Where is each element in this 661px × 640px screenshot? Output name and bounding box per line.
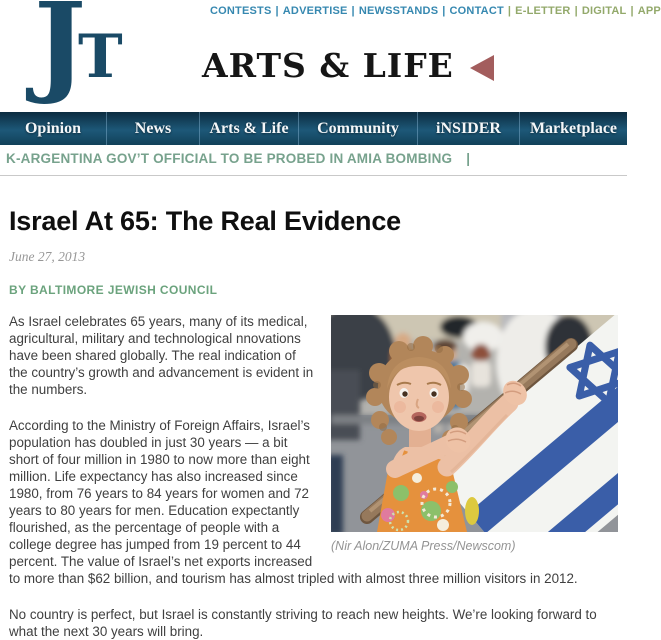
utility-divider: | — [574, 5, 578, 17]
nav-item-insider[interactable]: iNSIDER — [418, 112, 520, 145]
article-figure — [331, 315, 618, 553]
site-header — [0, 0, 661, 112]
utility-link-app[interactable]: APP — [637, 5, 661, 17]
utility-divider: | — [630, 5, 634, 17]
utility-link-digital[interactable]: DIGITAL — [581, 5, 627, 17]
ticker-headline[interactable]: K-ARGENTINA GOV’T OFFICIAL TO BE PROBED IN AMIA BOMBING — [6, 151, 453, 166]
photo-credit: (Nir Alon/ZUMA Press/Newscom) — [331, 539, 516, 553]
article-photo — [331, 315, 618, 532]
main-nav — [0, 112, 627, 145]
ticker-divider: | — [466, 151, 471, 166]
article-paragraph: As Israel celebrates 65 years, many of its medical, agricultural, military and technological nnovations have been shared globally. The real indication of the country’s growth and advancement is evident in the numbers. — [9, 314, 314, 397]
utility-divider: | — [507, 5, 512, 17]
utility-divider: | — [442, 5, 446, 17]
utility-link-contact[interactable]: CONTACT — [449, 5, 504, 17]
article-title: Israel At 65: The Real Evidence — [9, 206, 401, 236]
article-paragraph: According to the Ministry of Foreign Affairs, Israel’s population has doubled in just 30 years — a bit short of four million in 1980 to now more than eight million. Life expectancy has also increased since 1980, from 76 years to 84 years for women and 72 years to 80 years for men. Education expectantly flourished, as the percentage of people with a college degree has jumped from 19 percent to 44 percent. The value of Israel’s net exports increased to more than $62 billion, and tourism has almost tripled with almost three million visitors in 2012. — [9, 418, 578, 586]
section-title[interactable]: ARTS & LIFE — [202, 46, 454, 85]
utility-link-contests[interactable]: CONTESTS — [210, 5, 272, 17]
section-header — [202, 46, 494, 85]
utility-nav — [210, 5, 661, 17]
article-byline: BY BALTIMORE JEWISH COUNCIL — [9, 283, 218, 297]
logo-letter-j: J — [34, 0, 87, 107]
utility-link-newsstands[interactable]: NEWSSTANDS — [358, 5, 439, 17]
utility-divider: | — [275, 5, 279, 17]
nav-item-opinion[interactable]: Opinion — [0, 112, 107, 145]
news-ticker — [0, 145, 627, 176]
nav-item-marketplace[interactable]: Marketplace — [529, 119, 618, 137]
utility-link-eletter[interactable]: E-LETTER — [515, 5, 571, 17]
back-triangle-icon — [470, 55, 494, 81]
utility-divider: | — [351, 5, 355, 17]
nav-item-news[interactable]: News — [107, 112, 200, 145]
article — [0, 206, 627, 640]
logo-letter-t: T — [78, 22, 123, 92]
article-date: June 27, 2013 — [9, 249, 86, 264]
utility-link-advertise[interactable]: ADVERTISE — [282, 5, 348, 17]
article-paragraph: No country is perfect, but Israel is constantly striving to reach new heights. We’re looking forward to what the next 30 years will bring. — [9, 607, 597, 639]
nav-item-community[interactable]: Community — [299, 112, 418, 145]
nav-item-arts-life[interactable]: Arts & Life — [200, 112, 299, 145]
site-logo[interactable] — [34, 0, 123, 107]
